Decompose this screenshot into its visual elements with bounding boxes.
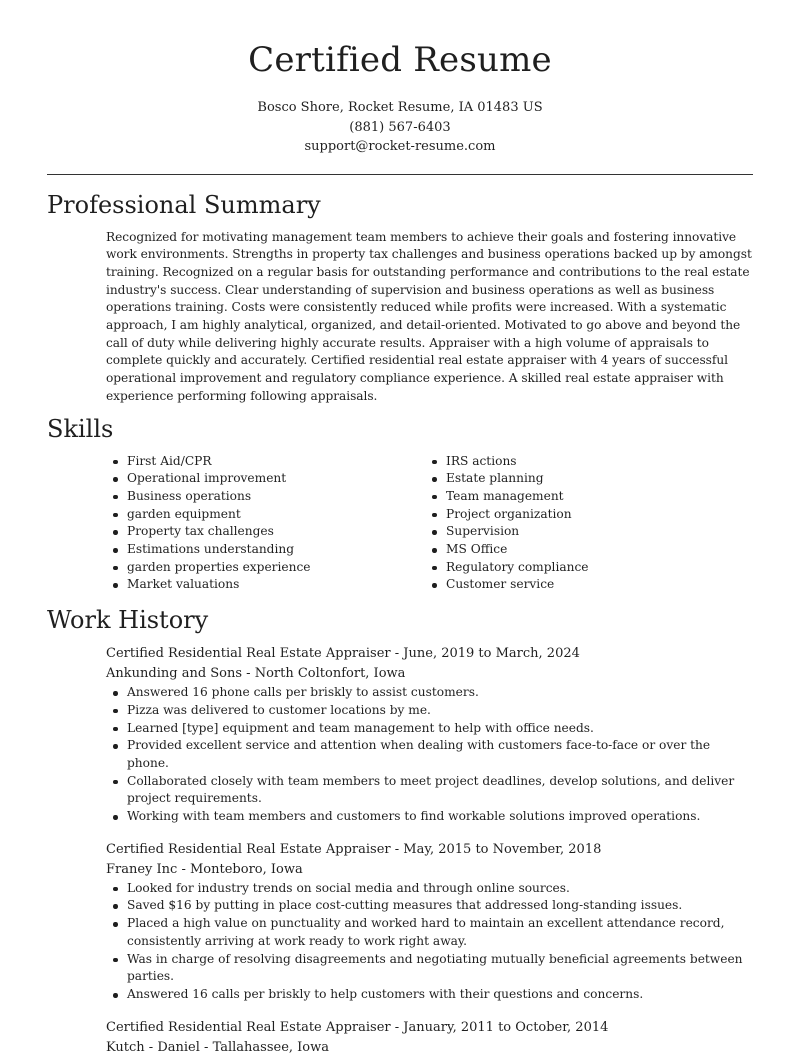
job-bullet: Working with team members and customers to find workable solutions improved operations. <box>127 808 753 826</box>
job-company: Franey Inc <box>106 861 178 877</box>
skill-item: First Aid/CPR <box>127 453 425 471</box>
job-title: Certified Residential Real Estate Appraiser <box>106 841 391 857</box>
skill-item: garden equipment <box>127 506 425 524</box>
summary-heading: Professional Summary <box>47 190 321 219</box>
job-company-line <box>106 860 753 880</box>
job-company-separator: - <box>177 861 190 877</box>
skills-heading: Skills <box>47 414 114 443</box>
job-title: Certified Residential Real Estate Appraiser <box>106 1019 391 1035</box>
work-history-heading: Work History <box>47 606 209 635</box>
skill-item: Market valuations <box>127 576 425 594</box>
job-bullets <box>106 684 753 826</box>
job-bullet: Answered 16 calls per briskly to help customers with their questions and concerns. <box>127 986 753 1004</box>
summary-text: Recognized for motivating management team members to achieve their goals and fostering innovative work environments. Strengths in property tax challenges and business operations backed up by amongst training. Recognized on a regular basis for outstanding performance and contributions to the real estate industry's success. Clear understanding of supervision and business operations as well as business operations training. Costs were consistently reduced while profits were increased. With a systematic approach, I am highly analytical, organized, and detail-oriented. Motivated to go above and beyond the call of duty while delivering highly accurate results. Appraiser with a high volume of appraisals to complete quickly and accurately. Certified residential real estate appraiser with 4 years of successful operational improvement and regulatory compliance experience. A skilled real estate appraiser with experience performing following appraisals. <box>106 229 752 403</box>
skills-column-right <box>425 453 744 595</box>
skill-item: Customer service <box>446 576 744 594</box>
job-bullets <box>106 880 753 1004</box>
job-bullet: Saved $16 by putting in place cost-cutting measures that addressed long-standing issues. <box>127 897 753 915</box>
job-dates: January, 2011 to October, 2014 <box>403 1019 609 1035</box>
work-history-section <box>0 606 800 1058</box>
skill-item: Supervision <box>446 523 744 541</box>
job-location: North Coltonfort, Iowa <box>254 666 406 682</box>
skill-item: garden properties experience <box>127 559 425 577</box>
job-bullet: Was in charge of resolving disagreements and negotiating mutually beneficial agreements between parties. <box>127 951 753 986</box>
job-title-separator: - <box>390 1019 404 1035</box>
job-entry <box>106 840 753 1004</box>
skill-item: IRS actions <box>446 453 744 471</box>
skill-item: Regulatory compliance <box>446 559 744 577</box>
job-dates: June, 2019 to March, 2024 <box>403 646 580 662</box>
job-title-line <box>106 644 753 664</box>
contact-address: Bosco Shore, Rocket Resume, IA 01483 US <box>257 100 543 115</box>
skill-item: Estate planning <box>446 470 744 488</box>
job-company-separator: - <box>242 666 255 682</box>
job-dates: May, 2015 to November, 2018 <box>403 841 602 857</box>
skills-column-left <box>106 453 425 595</box>
contact-phone: (881) 567-6403 <box>349 119 451 135</box>
job-company-separator: - <box>199 1039 213 1055</box>
job-location: Tallahassee, Iowa <box>212 1039 329 1055</box>
job-title-line <box>106 840 753 860</box>
job-company-line <box>106 1038 753 1058</box>
skill-item: Business operations <box>127 488 425 506</box>
resume-header <box>0 0 800 157</box>
skills-list-right <box>425 453 744 595</box>
job-title-separator: - <box>390 646 404 662</box>
job-company: Kutch - Daniel <box>106 1039 200 1055</box>
skills-list-left <box>106 453 425 595</box>
job-entry <box>106 1018 753 1058</box>
job-bullet: Collaborated closely with team members to meet project deadlines, develop solutions, and deliver project requirements. <box>127 773 753 808</box>
job-location: Monteboro, Iowa <box>190 861 303 877</box>
job-bullet: Learned [type] equipment and team management to help with office needs. <box>127 720 753 738</box>
summary-section <box>0 191 800 406</box>
skill-item: MS Office <box>446 541 744 559</box>
job-entry <box>106 644 753 826</box>
contact-email: support@rocket-resume.com <box>304 139 496 154</box>
job-bullet: Placed a high value on punctuality and worked hard to maintain an excellent attendance record, consistently arriving at work ready to work right away. <box>127 915 753 950</box>
skill-item: Estimations understanding <box>127 541 425 559</box>
job-bullet: Pizza was delivered to customer locations by me. <box>127 702 753 720</box>
job-company-line <box>106 664 753 684</box>
skill-item: Project organization <box>446 506 744 524</box>
skills-section <box>0 415 800 595</box>
skill-item: Operational improvement <box>127 470 425 488</box>
skill-item: Property tax challenges <box>127 523 425 541</box>
skill-item: Team management <box>446 488 744 506</box>
job-company: Ankunding and Sons <box>106 666 243 682</box>
job-bullet: Answered 16 phone calls per briskly to assist customers. <box>127 684 753 702</box>
skills-columns <box>106 453 753 595</box>
job-title: Certified Residential Real Estate Appraiser <box>106 646 391 662</box>
job-bullet: Provided excellent service and attention when dealing with customers face-to-face or over the phone. <box>127 737 753 772</box>
job-bullet: Looked for industry trends on social media and through online sources. <box>127 880 753 898</box>
job-title-separator: - <box>390 841 404 857</box>
header-divider <box>47 174 753 175</box>
resume-name: Certified Resume <box>248 40 552 80</box>
jobs-list <box>0 644 800 1058</box>
